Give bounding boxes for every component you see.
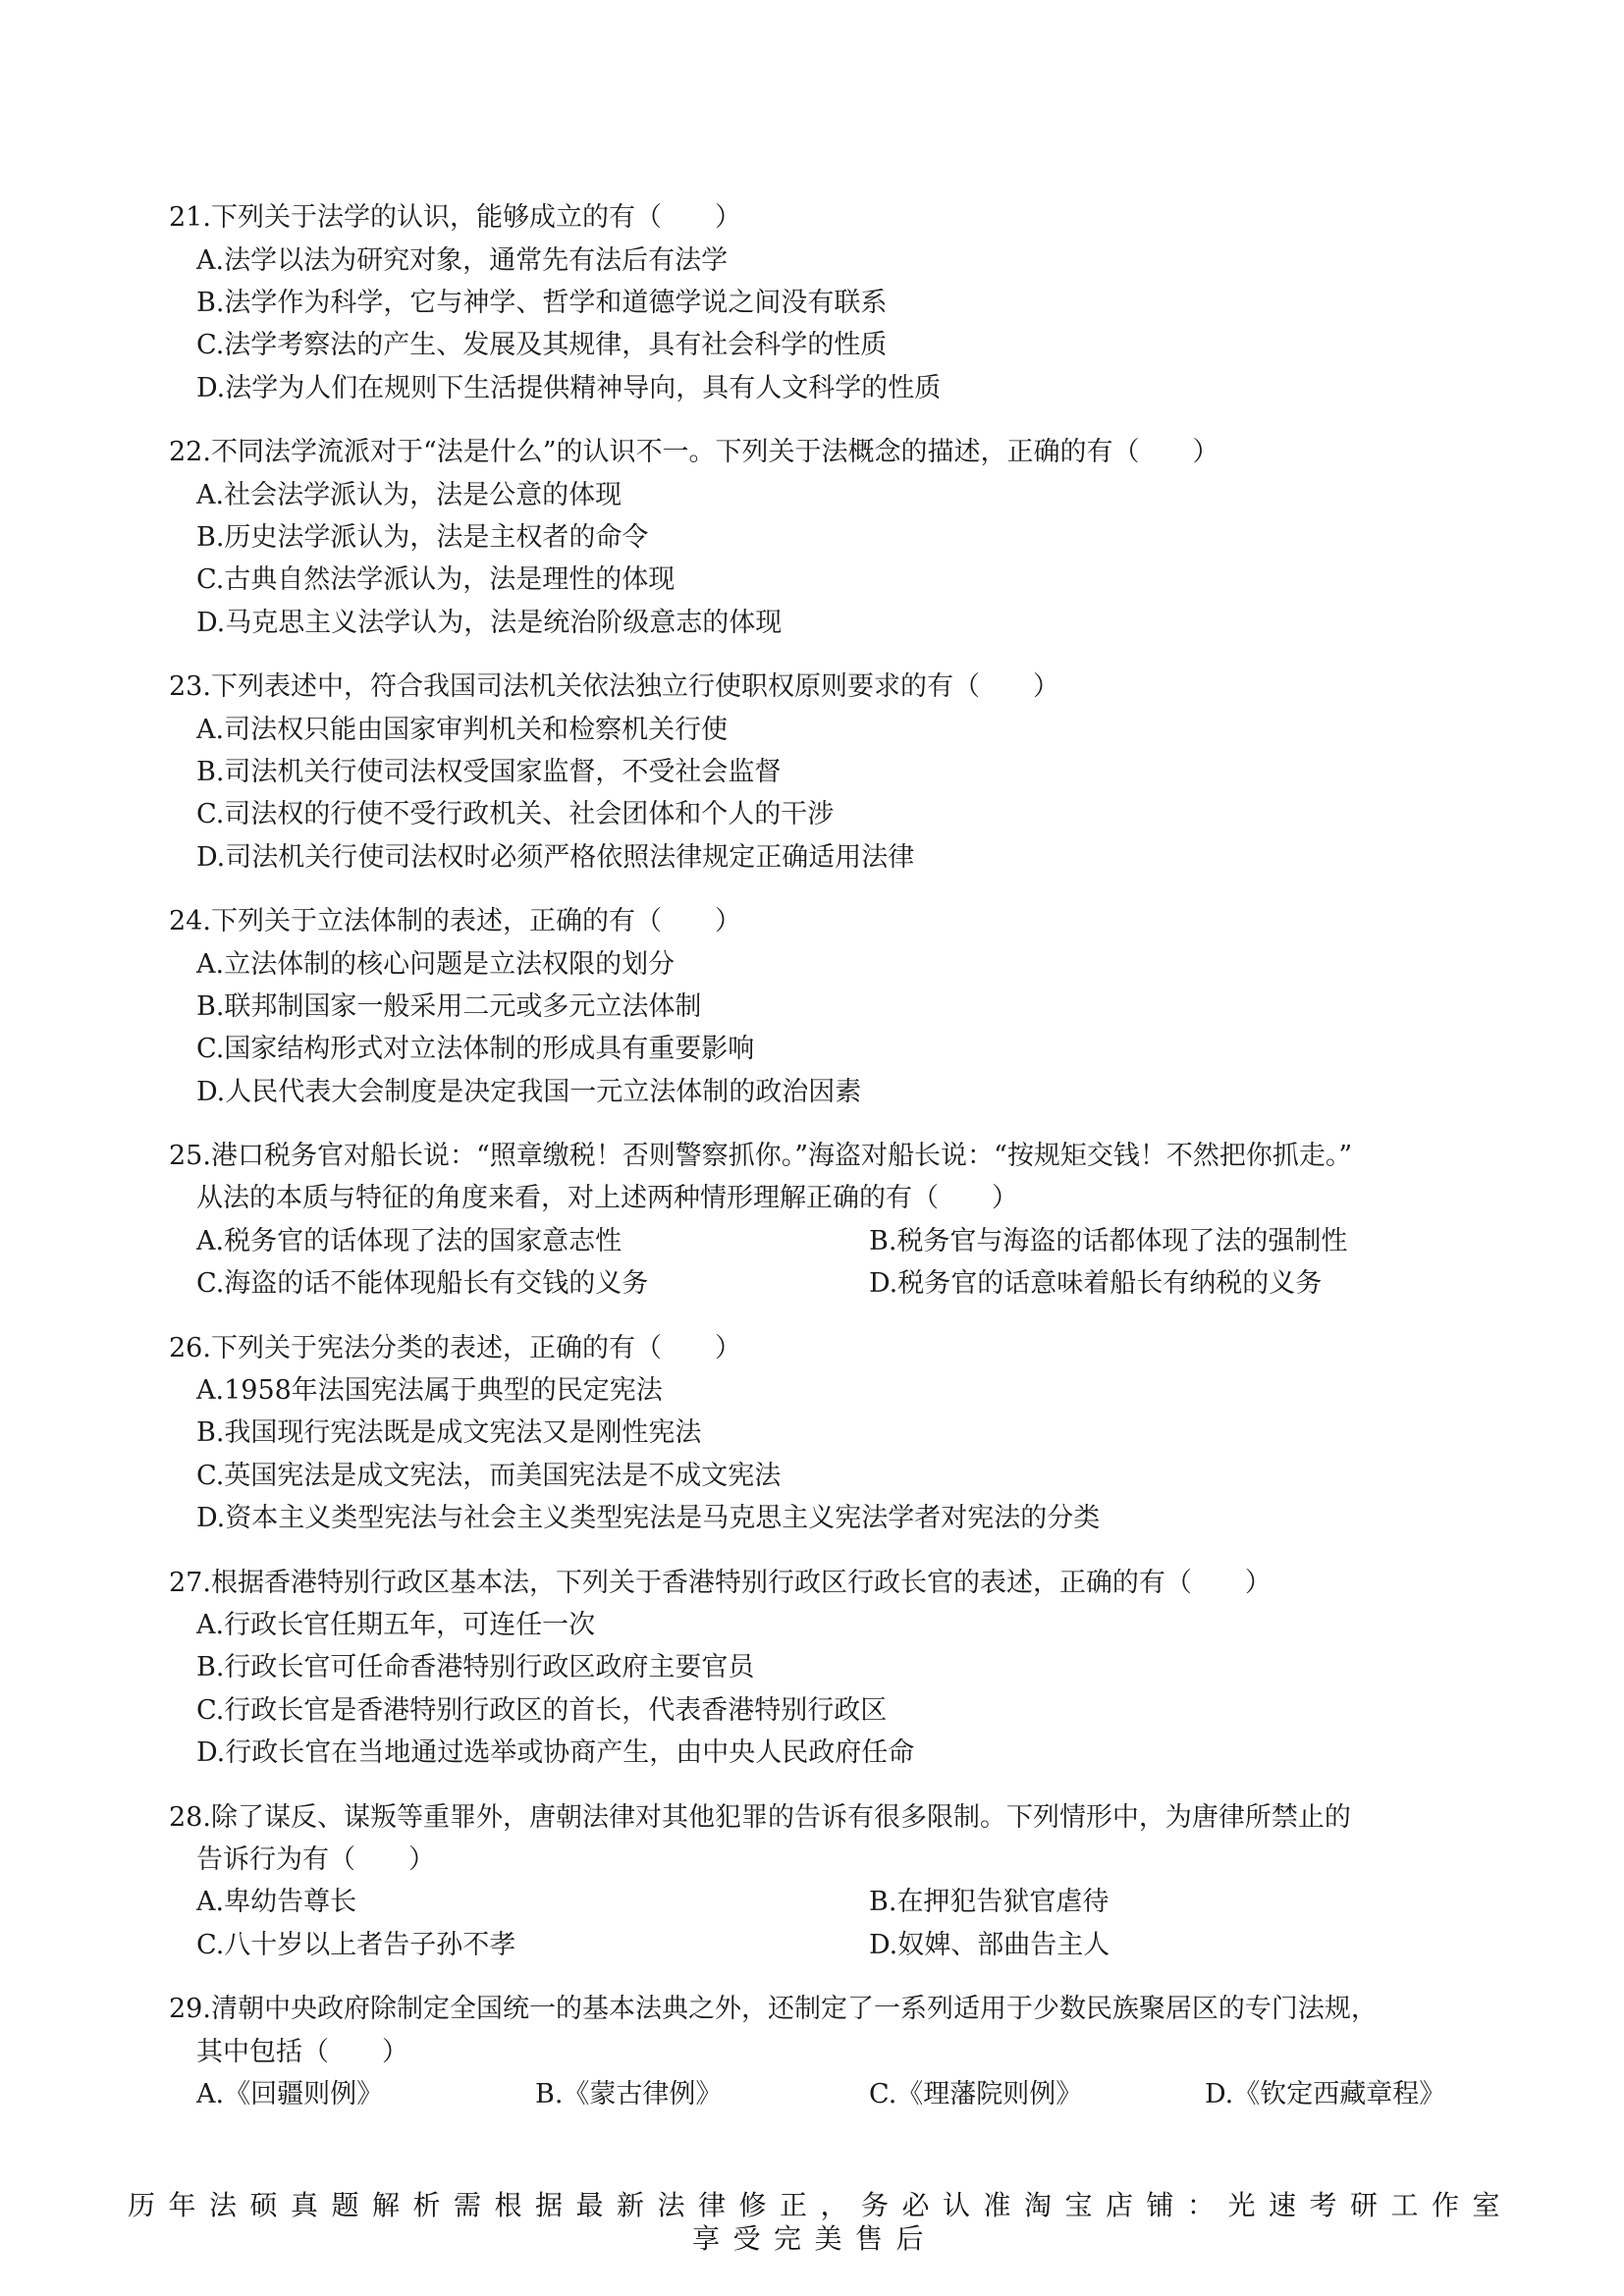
option-a: A.税务官的话体现了法的国家意志性	[196, 1226, 623, 1256]
question-stem: 27.根据香港特别行政区基本法，下列关于香港特别行政区行政长官的表述，正确的有（ ）	[169, 1568, 1272, 1598]
question-stem: 28.除了谋反、谋叛等重罪外，唐朝法律对其他犯罪的告诉有很多限制。下列情形中，为唐律所禁止的	[169, 1802, 1351, 1833]
option-b: B.联邦制国家一般采用二元或多元立法体制	[196, 991, 702, 1022]
option-a: A.司法权只能由国家审判机关和检察机关行使	[196, 715, 729, 745]
question-stem: 22.不同法学流派对于“法是什么”的认识不一。下列关于法概念的描述，正确的有（ ）	[169, 437, 1219, 467]
option-d: D.司法机关行使司法权时必须严格依照法律规定正确适用法律	[196, 842, 915, 873]
option-c: C.国家结构形式对立法体制的形成具有重要影响	[196, 1034, 755, 1064]
option-d: D.马克思主义法学认为，法是统治阶级意志的体现	[196, 608, 783, 638]
option-b: B.《蒙古律例》	[535, 2079, 723, 2109]
option-a: A.1958年法国宪法属于典型的民定宪法	[196, 1375, 663, 1406]
question-stem: 26.下列关于宪法分类的表述，正确的有（ ）	[169, 1333, 741, 1363]
question-stem: 24.下列关于立法体制的表述，正确的有（ ）	[169, 906, 741, 936]
option-b: B.税务官与海盗的话都体现了法的强制性	[869, 1226, 1348, 1256]
option-d: D.人民代表大会制度是决定我国一元立法体制的政治因素	[196, 1077, 862, 1107]
footer-notice: 历年法硕真题解析需根据最新法律修正，务必认准淘宝店铺：光速考研工作室	[128, 2189, 1514, 2221]
option-c: C.八十岁以上者告子孙不孝	[196, 1930, 516, 1960]
option-a: A.法学以法为研究对象，通常先有法后有法学	[196, 245, 729, 276]
option-c: C.司法权的行使不受行政机关、社会团体和个人的干涉	[196, 799, 835, 829]
option-b: B.在押犯告狱官虐待	[869, 1887, 1110, 1917]
option-c: C.《理藩院则例》	[869, 2079, 1083, 2109]
option-d: D.资本主义类型宪法与社会主义类型宪法是马克思主义宪法学者对宪法的分类	[196, 1503, 1101, 1533]
option-c: C.海盗的话不能体现船长有交钱的义务	[196, 1268, 649, 1299]
question-stem: 29.清朝中央政府除制定全国统一的基本法典之外，还制定了一系列适用于少数民族聚居区的专门法规，	[169, 1994, 1378, 2024]
footer-notice-continued: 享受完美售后	[692, 2222, 938, 2255]
question-stem: 23.下列表述中，符合我国司法机关依法独立行使职权原则要求的有（ ）	[169, 671, 1059, 702]
question-stem-continued: 从法的本质与特征的角度来看，对上述两种情形理解正确的有（ ）	[196, 1183, 1018, 1213]
option-c: C.英国宪法是成文宪法，而美国宪法是不成文宪法	[196, 1461, 782, 1491]
option-a: A.行政长官任期五年，可连任一次	[196, 1610, 596, 1640]
option-b: B.司法机关行使司法权受国家监督，不受社会监督	[196, 757, 782, 787]
question-stem: 21.下列关于法学的认识，能够成立的有（ ）	[169, 202, 741, 233]
question-stem-continued: 告诉行为有（ ）	[196, 1844, 435, 1875]
option-b: B.历史法学派认为，法是主权者的命令	[196, 522, 649, 553]
option-d: D.税务官的话意味着船长有纳税的义务	[869, 1268, 1323, 1299]
option-a: A.社会法学派认为，法是公意的体现	[196, 480, 623, 510]
option-c: C.古典自然法学派认为，法是理性的体现	[196, 564, 676, 595]
option-b: B.法学作为科学，它与神学、哲学和道德学说之间没有联系	[196, 288, 888, 318]
option-a: A.卑幼告尊长	[196, 1887, 357, 1917]
option-d: D.奴婢、部曲告主人	[869, 1930, 1110, 1960]
option-c: C.法学考察法的产生、发展及其规律，具有社会科学的性质	[196, 330, 888, 360]
option-d: D.行政长官在当地通过选举或协商产生，由中央人民政府任命	[196, 1737, 915, 1768]
option-d: D.法学为人们在规则下生活提供精神导向，具有人文科学的性质	[196, 373, 942, 403]
option-d: D.《钦定西藏章程》	[1205, 2079, 1446, 2109]
question-stem: 25.港口税务官对船长说：“照章缴税！否则警察抓你。”海盗对船长说：“按规矩交钱！不然把你抓走。”	[169, 1141, 1353, 1171]
option-a: A.《回疆则例》	[196, 2079, 384, 2109]
option-b: B.我国现行宪法既是成文宪法又是刚性宪法	[196, 1417, 702, 1448]
option-b: B.行政长官可任命香港特别行政区政府主要官员	[196, 1652, 755, 1682]
question-stem-continued: 其中包括（ ）	[196, 2037, 408, 2067]
option-a: A.立法体制的核心问题是立法权限的划分	[196, 949, 676, 980]
option-c: C.行政长官是香港特别行政区的首长，代表香港特别行政区	[196, 1695, 888, 1726]
